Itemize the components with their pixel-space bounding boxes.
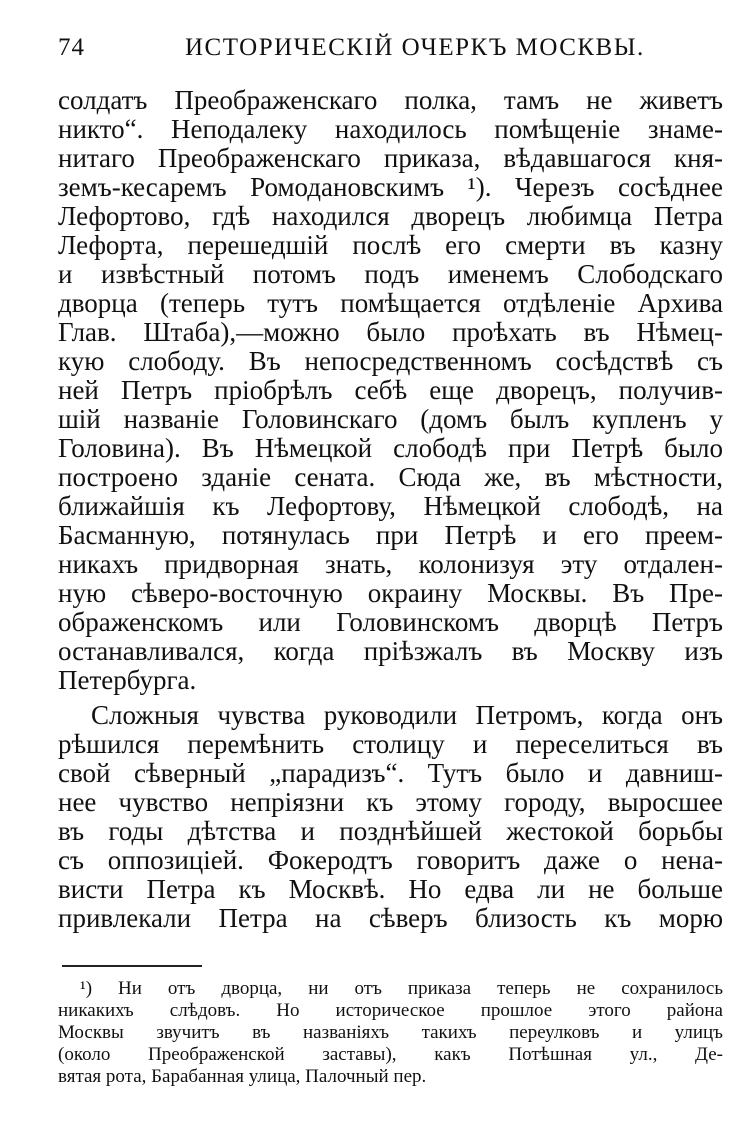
text-line: Лефортово, гдѣ находился дворецъ любимца Петра <box>58 201 723 231</box>
text-line: съ оппозиціей. Фокеродтъ говоритъ даже о нена- <box>58 845 723 875</box>
text-line: кую слободу. Въ непосредственномъ сосѣдствѣ съ <box>58 346 723 376</box>
text-line: дворца (теперь тутъ помѣщается отдѣленіе Архива <box>58 288 723 318</box>
footnote-line: никакихъ слѣдовъ. Но историческое прошлое этого района <box>58 1000 723 1021</box>
text-line: Лефорта, перешедшій послѣ его смерти въ казну <box>58 230 723 260</box>
text-line: Петербурга. <box>58 665 197 695</box>
text-line: Головина). Въ Нѣмецкой слободѣ при Петрѣ было <box>58 433 723 463</box>
footnote <box>58 978 723 1088</box>
text-line: Басманную, потянулась при Петрѣ и его преем- <box>58 520 723 550</box>
text-line: останавливался, когда пріѣзжалъ въ Москву изъ <box>58 636 723 666</box>
text-line: свой сѣверный „парадизъ“. Тутъ было и давниш- <box>58 758 723 788</box>
text-line: ную сѣверо-восточную окраину Москвы. Въ Пре- <box>58 578 723 608</box>
footnote-line: вятая рота, Барабанная улица, Палочный пер. <box>58 1066 427 1087</box>
text-line: Глав. Штаба),—можно было проѣхать въ Нѣмец- <box>58 317 723 347</box>
text-line: висти Петра къ Москвѣ. Но едва ли не больше <box>58 874 723 904</box>
text-line: и извѣстный потомъ подъ именемъ Слободскаго <box>58 259 723 289</box>
footnote-line: (около Преображенской заставы), какъ Потѣшная ул., Де- <box>58 1044 723 1065</box>
text-line: привлекали Петра на сѣверъ близость къ морю <box>58 903 723 933</box>
text-line: построено зданіе сената. Сюда же, въ мѣстности, <box>58 462 723 492</box>
text-line: ближайшія къ Лефортову, Нѣмецкой слободѣ, на <box>58 491 723 521</box>
paragraph <box>58 86 723 695</box>
text-line: рѣшился перемѣнить столицу и переселиться въ <box>58 729 723 759</box>
text-line: солдатъ Преображенскаго полка, тамъ не живетъ <box>58 85 723 115</box>
body-text <box>58 86 723 933</box>
paragraph <box>58 701 723 933</box>
text-line: никто“. Неподалеку находилось помѣщеніе знаме- <box>58 114 723 144</box>
text-line: ображенскомъ или Головинскомъ дворцѣ Петръ <box>58 607 723 637</box>
footnote-line: Москвы звучитъ въ названіяхъ такихъ переулковъ и улицъ <box>58 1022 723 1043</box>
text-line: шій названіе Головинскаго (домъ былъ купленъ у <box>58 404 723 434</box>
running-title: ИСТОРИЧЕСКІЙ ОЧЕРКЪ МОСКВЫ. <box>185 34 645 61</box>
page-number: 74 <box>58 34 85 61</box>
footnote-line: ¹) Ни отъ дворца, ни отъ приказа теперь не сохранилось <box>80 978 723 999</box>
text-line: въ годы дѣтства и позднѣйшей жестокой борьбы <box>58 816 723 846</box>
text-line: никахъ придворная знать, колонизуя эту отдален- <box>58 549 723 579</box>
text-line: земъ-кесаремъ Ромодановскимъ ¹). Черезъ сосѣднее <box>58 172 723 202</box>
text-line: нее чувство непріязни къ этому городу, выросшее <box>58 787 723 817</box>
text-line: ней Петръ пріобрѣлъ себѣ еще дворецъ, получив- <box>58 375 723 405</box>
text-line: Сложныя чувства руководили Петромъ, когда онъ <box>91 700 723 730</box>
footnote-divider <box>62 965 202 967</box>
text-line: нитаго Преображенскаго приказа, вѣдавшагося кня- <box>58 143 723 173</box>
